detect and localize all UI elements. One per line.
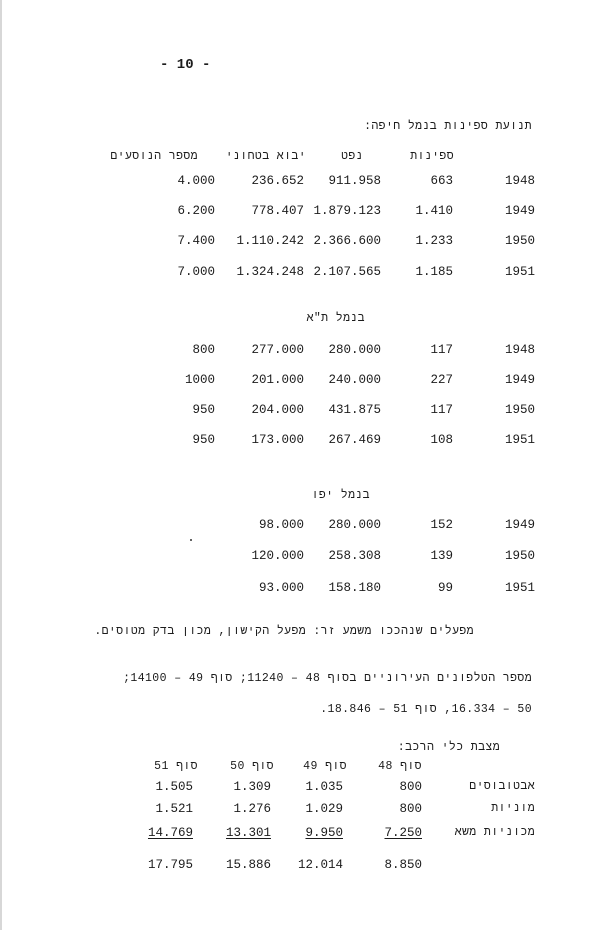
section-title-haifa: תנועת ספינות בנמל חיפה: (364, 120, 532, 133)
header-ships: ספינות (410, 150, 454, 163)
haifa-oil-cell: 2.366.600 (313, 234, 381, 248)
tel-aviv-ships-cell: 227 (430, 373, 453, 387)
stray-mark (190, 539, 192, 541)
vehicles-total-cell: 8.850 (384, 858, 422, 872)
haifa-import-cell: 778.407 (251, 204, 304, 218)
page-edge (0, 0, 2, 930)
jaffa-ships-cell: 152 (430, 518, 453, 532)
vehicles-header-48: סוף 48 (378, 760, 422, 773)
jaffa-oil-cell: 258.308 (328, 549, 381, 563)
haifa-year-cell: 1949 (504, 204, 535, 218)
vehicles-total-cell: 17.795 (147, 858, 193, 872)
vehicles-value-cell: 14.769 (147, 826, 193, 840)
haifa-passengers-cell: 7.400 (177, 234, 215, 248)
tel-aviv-oil-cell: 280.000 (328, 343, 381, 357)
haifa-import-cell: 1.324.248 (236, 265, 304, 279)
haifa-ships-cell: 1.233 (415, 234, 453, 248)
telephones-line-2: 50 – 16.334, סוף 51 – 18.846. (320, 703, 532, 716)
factories-line: מפעלים שנהככו משמע זר: מפעל הקישון, מכון בדק מטוסים. (94, 625, 474, 638)
tel-aviv-oil-cell: 431.875 (328, 403, 381, 417)
jaffa-year-cell: 1950 (504, 549, 535, 563)
tel-aviv-oil-cell: 267.469 (328, 433, 381, 447)
vehicles-value-cell: 1.505 (155, 780, 193, 794)
jaffa-oil-cell: 158.180 (328, 581, 381, 595)
vehicles-value-cell: 7.250 (384, 826, 422, 840)
section-title-tel-aviv: בנמל ת"א (306, 312, 365, 325)
haifa-year-cell: 1950 (504, 234, 535, 248)
vehicles-value-cell: 13.301 (225, 826, 271, 840)
vehicles-row-label: מוניות (491, 802, 535, 815)
vehicles-title: מצבת כלי הרכב: (397, 741, 500, 754)
jaffa-year-cell: 1949 (504, 518, 535, 532)
header-oil: נפט (341, 150, 363, 163)
vehicles-header-51: סוף 51 (154, 760, 198, 773)
vehicles-value-cell: 800 (399, 802, 422, 816)
vehicles-value-cell: 1.276 (233, 802, 271, 816)
tel-aviv-passengers-cell: 800 (192, 343, 215, 357)
tel-aviv-year-cell: 1948 (504, 343, 535, 357)
tel-aviv-import-cell: 277.000 (251, 343, 304, 357)
tel-aviv-passengers-cell: 1000 (184, 373, 215, 387)
section-title-jaffa: בנמל יפו (311, 489, 370, 502)
tel-aviv-year-cell: 1949 (504, 373, 535, 387)
jaffa-ships-cell: 99 (437, 581, 453, 595)
haifa-passengers-cell: 4.000 (177, 174, 215, 188)
vehicles-total-cell: 15.886 (225, 858, 271, 872)
tel-aviv-ships-cell: 117 (430, 343, 453, 357)
haifa-oil-cell: 911.958 (328, 174, 381, 188)
page-number: - 10 - (160, 57, 211, 73)
header-import: יבוא בטחוני (225, 150, 306, 163)
tel-aviv-import-cell: 201.000 (251, 373, 304, 387)
haifa-import-cell: 236.652 (251, 174, 304, 188)
tel-aviv-passengers-cell: 950 (192, 433, 215, 447)
haifa-passengers-cell: 7.000 (177, 265, 215, 279)
vehicles-value-cell: 800 (399, 780, 422, 794)
haifa-oil-cell: 1.879.123 (313, 204, 381, 218)
haifa-ships-cell: 663 (430, 174, 453, 188)
vehicles-row-label: אבטובוסים (469, 780, 535, 793)
haifa-ships-cell: 1.185 (415, 265, 453, 279)
jaffa-ships-cell: 139 (430, 549, 453, 563)
haifa-passengers-cell: 6.200 (177, 204, 215, 218)
tel-aviv-import-cell: 204.000 (251, 403, 304, 417)
vehicles-value-cell: 9.950 (305, 826, 343, 840)
jaffa-oil-cell: 280.000 (328, 518, 381, 532)
jaffa-import-cell: 120.000 (251, 549, 304, 563)
vehicles-header-49: סוף 49 (303, 760, 347, 773)
tel-aviv-year-cell: 1950 (504, 403, 535, 417)
jaffa-year-cell: 1951 (504, 581, 535, 595)
tel-aviv-ships-cell: 108 (430, 433, 453, 447)
tel-aviv-import-cell: 173.000 (251, 433, 304, 447)
haifa-year-cell: 1951 (504, 265, 535, 279)
haifa-year-cell: 1948 (504, 174, 535, 188)
tel-aviv-oil-cell: 240.000 (328, 373, 381, 387)
haifa-ships-cell: 1.410 (415, 204, 453, 218)
vehicles-value-cell: 1.029 (305, 802, 343, 816)
vehicles-value-cell: 1.035 (305, 780, 343, 794)
vehicles-total-cell: 12.014 (297, 858, 343, 872)
vehicles-header-50: סוף 50 (230, 760, 274, 773)
haifa-oil-cell: 2.107.565 (313, 265, 381, 279)
haifa-import-cell: 1.110.242 (236, 234, 304, 248)
vehicles-value-cell: 1.521 (155, 802, 193, 816)
tel-aviv-ships-cell: 117 (430, 403, 453, 417)
vehicles-row-label: מכוניות משא (454, 826, 535, 839)
jaffa-import-cell: 93.000 (258, 581, 304, 595)
header-passengers: מספר הנוסעים (110, 150, 198, 163)
tel-aviv-passengers-cell: 950 (192, 403, 215, 417)
telephones-line-1: מספר הטלפונים העירוניים בסוף 48 – 11240; סוף 49 – 14100; (123, 672, 532, 685)
jaffa-import-cell: 98.000 (258, 518, 304, 532)
vehicles-value-cell: 1.309 (233, 780, 271, 794)
tel-aviv-year-cell: 1951 (504, 433, 535, 447)
